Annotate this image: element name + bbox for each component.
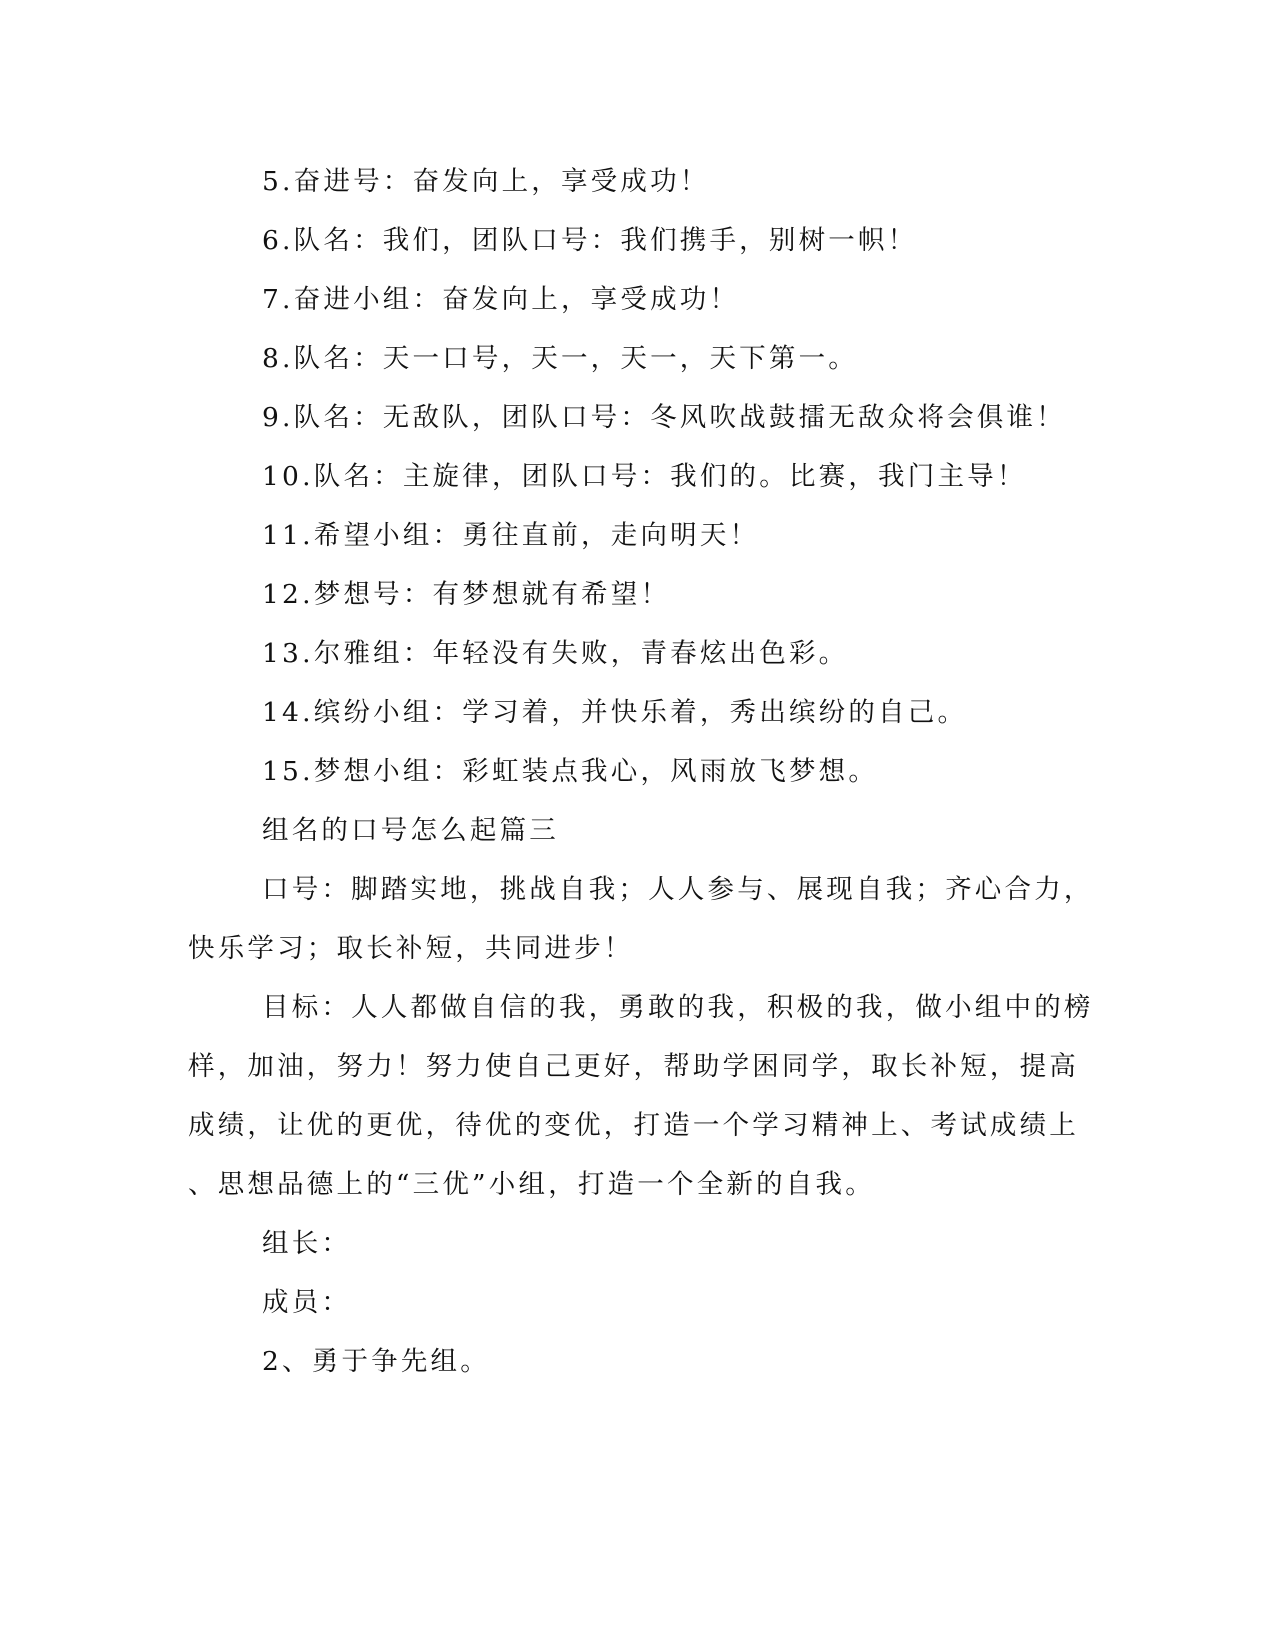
- slogan-line-12: 12.梦想号：有梦想就有希望！: [262, 579, 671, 610]
- goal-paragraph-line-4: 、思想品德上的“三优”小组，打造一个全新的自我。: [188, 1169, 875, 1200]
- slogan-line-10: 10.队名：主旋律，团队口号：我们的。比赛，我门主导！: [262, 461, 1027, 492]
- slogan-line-7: 7.奋进小组：奋发向上，享受成功！: [262, 284, 740, 315]
- slogan-line-6: 6.队名：我们，团队口号：我们携手，别树一帜！: [262, 225, 918, 256]
- slogan-line-8: 8.队名：天一口号，天一，天一，天下第一。: [262, 343, 858, 374]
- slogan-paragraph-line-2: 快乐学习；取长补短，共同进步！: [188, 933, 634, 964]
- slogan-line-5: 5.奋进号：奋发向上，享受成功！: [262, 166, 710, 197]
- slogan-paragraph-line-1: 口号：脚踏实地，挑战自我；人人参与、展现自我；齐心合力，: [262, 874, 1094, 905]
- goal-paragraph-line-2: 样，加油，努力！努力使自己更好，帮助学困同学，取长补短，提高: [188, 1051, 1079, 1082]
- group-item-2: 2、勇于争先组。: [262, 1346, 490, 1377]
- slogan-line-9: 9.队名：无敌队，团队口号：冬风吹战鼓擂无敌众将会俱谁！: [262, 402, 1066, 433]
- slogan-line-14: 14.缤纷小组：学习着，并快乐着，秀出缤纷的自己。: [262, 697, 968, 728]
- group-leader-label: 组长：: [262, 1228, 352, 1259]
- members-label: 成员：: [262, 1287, 352, 1318]
- slogan-line-15: 15.梦想小组：彩虹装点我心，风雨放飞梦想。: [262, 756, 879, 787]
- goal-paragraph-line-3: 成绩，让优的更优，待优的变优，打造一个学习精神上、考试成绩上: [188, 1110, 1079, 1141]
- slogan-line-11: 11.希望小组：勇往直前，走向明天！: [262, 520, 760, 551]
- goal-paragraph-line-1: 目标：人人都做自信的我，勇敢的我，积极的我，做小组中的榜: [262, 992, 1094, 1023]
- section-heading: 组名的口号怎么起篇三: [262, 815, 559, 846]
- slogan-line-13: 13.尔雅组：年轻没有失败，青春炫出色彩。: [262, 638, 849, 669]
